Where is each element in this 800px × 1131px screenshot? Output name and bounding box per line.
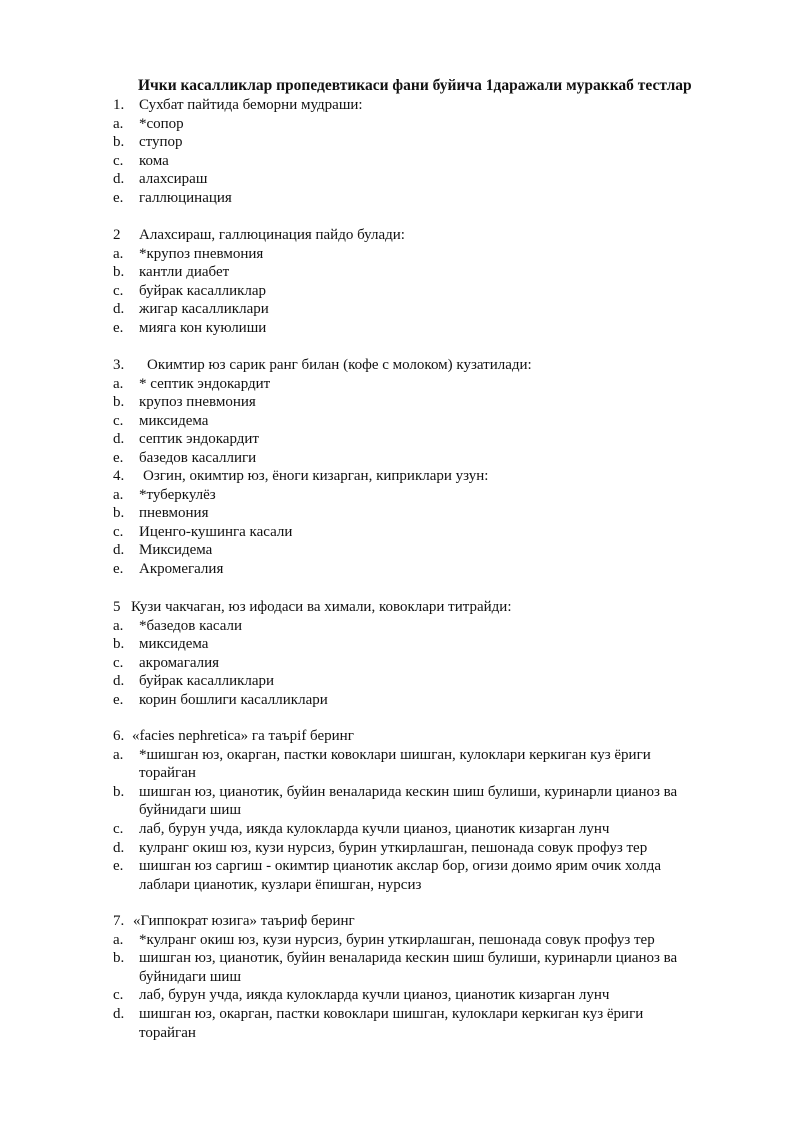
option-text: корин бошлиги касалликлари bbox=[139, 692, 328, 708]
option-text: *крупоз пневмония bbox=[139, 245, 264, 262]
option-letter: c. bbox=[113, 152, 124, 169]
option-letter: e. bbox=[113, 561, 124, 577]
option-text: пневмония bbox=[139, 505, 209, 522]
document-title: Ички касалликлар пропедевтикаси фани буйича 1даражали мураккаб тестлар bbox=[138, 77, 692, 94]
option-text: алахсираш bbox=[139, 171, 208, 188]
option-text: *базедов касали bbox=[139, 617, 243, 634]
option-text: кома bbox=[139, 152, 169, 169]
option-letter: b. bbox=[113, 636, 125, 653]
option-letter: d. bbox=[113, 673, 125, 690]
option-text: *шишган юз, окарган, пастки ковоклари шишган, кулоклари керкиган куз ёриги bbox=[139, 746, 651, 763]
option-text: буйнидаги шиш bbox=[139, 802, 241, 819]
option-text: шишган юз, цианотик, буйин веналарида кескин шиш булиши, куринарли цианоз ва bbox=[139, 783, 678, 800]
question-number: 5 bbox=[113, 599, 121, 615]
option-letter: c. bbox=[113, 523, 124, 540]
option-letter: b. bbox=[113, 783, 125, 800]
option-letter: b. bbox=[113, 264, 125, 281]
option-text: буйрак касалликлари bbox=[139, 673, 275, 690]
option-text: крупоз пневмония bbox=[139, 394, 256, 411]
option-text: шишган юз саргиш - окимтир цианотик акслар бор, огизи доимо ярим очик холда bbox=[139, 858, 662, 875]
option-letter: a. bbox=[113, 746, 124, 763]
question-number: 2 bbox=[113, 227, 121, 243]
question-number: 7. bbox=[113, 913, 125, 929]
option-letter: b. bbox=[113, 950, 125, 967]
option-text: буйрак касалликлар bbox=[139, 282, 267, 299]
option-text: *туберкулёз bbox=[139, 486, 216, 503]
option-letter: a. bbox=[113, 931, 124, 948]
question-text: Кузи чакчаган, юз ифодаси ва химали, ковоклари титрайди: bbox=[131, 599, 512, 615]
option-text: базедов касаллиги bbox=[139, 450, 257, 466]
question-text: Алахсираш, галлюцинация пайдо булади: bbox=[139, 227, 405, 243]
option-letter: b. bbox=[113, 394, 125, 411]
option-text: галлюцинация bbox=[139, 190, 232, 206]
option-text: мияга кон куюлиши bbox=[139, 320, 267, 336]
question-text: «facies nephretica» га таърif беринг bbox=[132, 728, 354, 744]
option-letter: d. bbox=[113, 1006, 125, 1022]
option-letter: e. bbox=[113, 190, 124, 206]
option-text: торайган bbox=[139, 765, 196, 782]
option-text: жигар касалликлари bbox=[139, 301, 269, 318]
option-letter: c. bbox=[113, 987, 124, 1004]
option-text: миксидема bbox=[139, 636, 209, 653]
option-letter: a. bbox=[113, 375, 124, 392]
option-letter: a. bbox=[113, 486, 124, 503]
question-number: 6. bbox=[113, 728, 125, 744]
option-text: акромагалия bbox=[139, 654, 220, 671]
option-letter: b. bbox=[113, 505, 125, 522]
option-letter: d. bbox=[113, 431, 125, 448]
option-letter: e. bbox=[113, 450, 124, 466]
option-letter: a. bbox=[113, 115, 124, 132]
option-text: лаб, бурун учда, иякда кулокларда кучли цианоз, цианотик кизарган лунч bbox=[139, 821, 610, 837]
option-letter: c. bbox=[113, 654, 124, 671]
option-letter: c. bbox=[113, 821, 124, 837]
option-text: лаб, бурун учда, иякда кулокларда кучли цианоз, цианотик кизарган лунч bbox=[139, 987, 610, 1004]
option-text: септик эндокардит bbox=[139, 431, 259, 448]
option-text: шишган юз, цианотик, буйин веналарида кескин шиш булиши, куринарли цианоз ва bbox=[139, 950, 678, 967]
option-letter: c. bbox=[113, 282, 124, 299]
option-letter: a. bbox=[113, 617, 124, 634]
option-text: *сопор bbox=[139, 115, 184, 132]
option-letter: c. bbox=[113, 412, 124, 429]
option-text: Миксидема bbox=[139, 542, 213, 559]
option-text: кантли диабет bbox=[139, 264, 230, 281]
question-text: «Гиппократ юзига» таъриф беринг bbox=[133, 913, 355, 929]
option-letter: e. bbox=[113, 858, 124, 875]
option-letter: d. bbox=[113, 171, 125, 188]
option-text: буйнидаги шиш bbox=[139, 968, 241, 985]
option-text: *кулранг окиш юз, кузи нурсиз, бурин уткирлашган, пешонада совук профуз тер bbox=[139, 931, 655, 948]
option-text: ступор bbox=[139, 134, 183, 151]
option-letter: d. bbox=[113, 301, 125, 318]
option-letter: a. bbox=[113, 245, 124, 262]
question-number: 1. bbox=[113, 97, 125, 113]
option-text: лаблари цианотик, кузлари ёпишган, нурсиз bbox=[139, 876, 422, 893]
option-letter: d. bbox=[113, 839, 125, 856]
option-letter: e. bbox=[113, 320, 124, 336]
option-text: миксидема bbox=[139, 412, 209, 429]
option-text: кулранг окиш юз, кузи нурсиз, бурин уткирлашган, пешонада совук профуз тер bbox=[139, 839, 648, 856]
option-text: шишган юз, окарган, пастки ковоклари шишган, кулоклари керкиган куз ёриги bbox=[139, 1006, 644, 1022]
option-letter: e. bbox=[113, 692, 124, 708]
question-number: 4. bbox=[113, 468, 125, 484]
option-letter: d. bbox=[113, 542, 125, 559]
option-text: Акромегалия bbox=[139, 561, 224, 577]
question-text: Окимтир юз сарик ранг билан (кофе с молоком) кузатилади: bbox=[147, 357, 532, 373]
question-text: Сухбат пайтида беморни мудраши: bbox=[139, 97, 363, 113]
question-text: Озгин, окимтир юз, ёноги кизарган, киприклари узун: bbox=[143, 468, 489, 484]
option-text: * септик эндокардит bbox=[139, 375, 271, 392]
option-letter: b. bbox=[113, 134, 125, 151]
question-number: 3. bbox=[113, 357, 125, 373]
option-text: Иценго-кушинга касали bbox=[139, 523, 293, 540]
option-text: торайган bbox=[139, 1024, 196, 1041]
